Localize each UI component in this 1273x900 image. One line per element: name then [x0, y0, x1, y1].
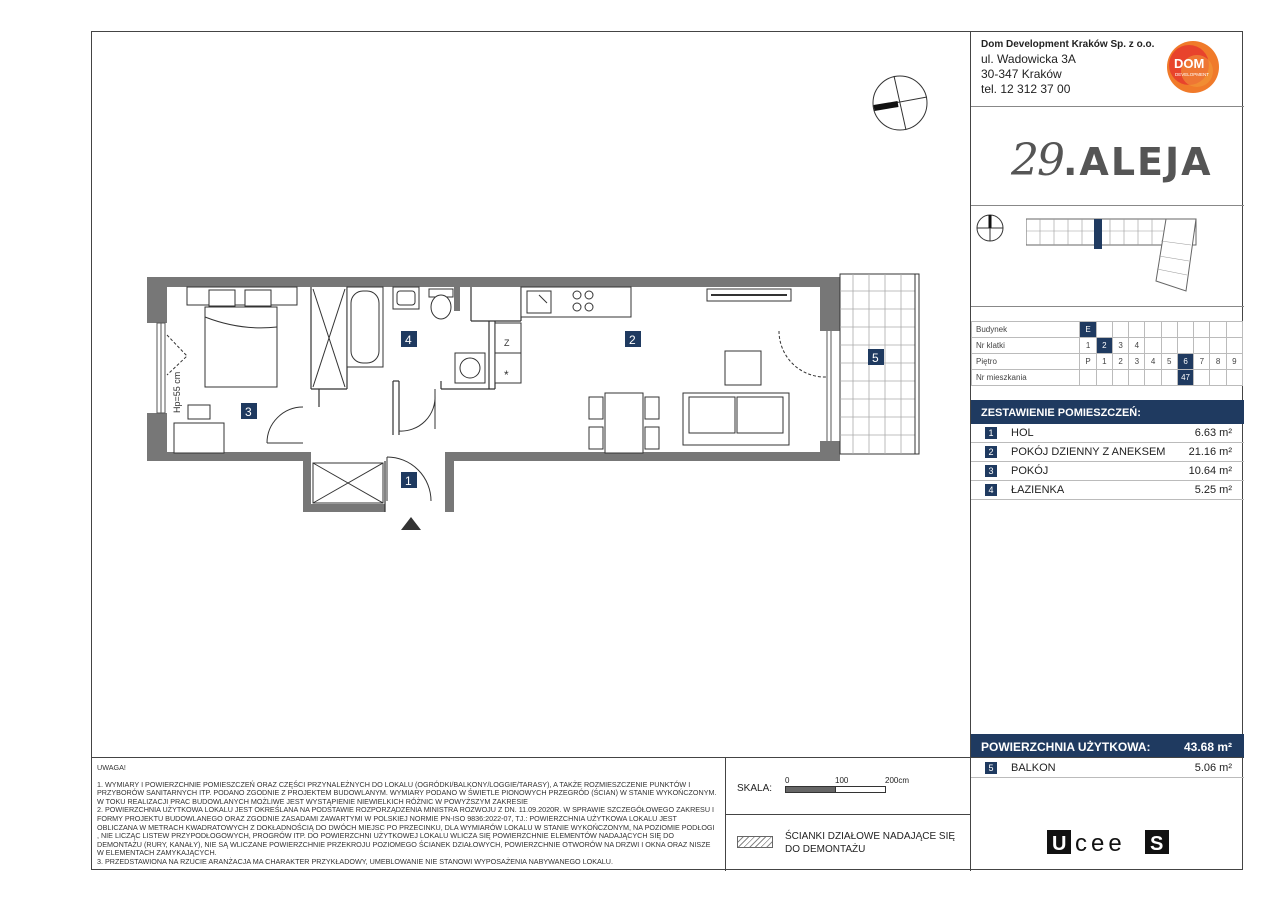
building-label: Budynek [972, 322, 1080, 338]
floor-label: Piętro [972, 354, 1080, 370]
room-number: 4 [985, 484, 997, 496]
floor-value-selected: 6 [1177, 354, 1193, 370]
total-area-label: POWIERZCHNIA UŻYTKOWA: [981, 740, 1151, 754]
room-number-1: 1 [405, 474, 412, 488]
svg-text:S: S [1150, 833, 1164, 855]
demolition-line2: DO DEMONTAŻU [785, 844, 866, 855]
room-number-5: 5 [872, 351, 879, 365]
fridge-label: Z [504, 338, 510, 348]
svg-text:cee: cee [1075, 830, 1126, 857]
room-row [971, 424, 1244, 443]
ucees-logo [1047, 828, 1171, 858]
room-name: HOL [1011, 427, 1034, 439]
divider [725, 814, 970, 815]
apartment-location-table [971, 321, 1243, 386]
room-name: POKÓJ DZIENNY Z ANEKSEM [1011, 446, 1166, 458]
demolition-hatch-swatch [737, 836, 773, 848]
company-phone: tel. 12 312 37 00 [981, 82, 1071, 96]
company-street: ul. Wadowicka 3A [981, 52, 1076, 66]
floor-value: 1 [1096, 354, 1112, 370]
scale-tick: 100 [835, 776, 849, 785]
room-number: 2 [985, 446, 997, 458]
divider [971, 306, 1244, 307]
company-info [981, 37, 1154, 97]
project-logo-number: 29 [1011, 135, 1063, 186]
room-name: BALKON [1011, 762, 1056, 774]
floor-value: 8 [1210, 354, 1226, 370]
stair-value: 1 [1080, 338, 1096, 354]
room-row [971, 462, 1244, 481]
scale-tick: 200cm [885, 776, 910, 785]
floor-value: 2 [1112, 354, 1128, 370]
dom-logo-text: DOM [1174, 56, 1205, 71]
company-name: Dom Development Kraków Sp. z o.o. [981, 39, 1155, 50]
dom-logo-subtext: DEVELOPMENT [1175, 72, 1210, 77]
room-number: 5 [985, 762, 997, 774]
room-number-3: 3 [245, 405, 252, 419]
footer-panel [91, 757, 1243, 870]
divider [970, 758, 971, 871]
flat-label: Nr mieszkania [972, 370, 1080, 386]
room-number-4: 4 [405, 333, 412, 347]
window-height-label: Hp=55 cm [172, 371, 182, 413]
flat-row [972, 370, 1243, 386]
room-area: 5.06 m² [1194, 762, 1232, 774]
room-area: 10.64 m² [1188, 465, 1232, 477]
flat-value: 47 [1177, 370, 1193, 386]
room-number-2: 2 [629, 333, 636, 347]
room-row [971, 443, 1244, 462]
scale-bar [785, 786, 889, 794]
project-logo [1011, 135, 1213, 186]
room-row [971, 481, 1244, 500]
note-item: 3. PRZEDSTAWIONA NA RZUCIE ARANŻACJA MA CHARAKTER PRZYKŁADOWY, UMEBLOWANIE NIE STANOWI WYPOSAŻENIA NABYWANEGO LOKALU. [97, 856, 613, 866]
stair-label: Nr klatki [972, 338, 1080, 354]
floor-value: P [1080, 354, 1096, 370]
stair-value-selected: 2 [1096, 338, 1112, 354]
floor-value: 4 [1145, 354, 1161, 370]
stair-row [972, 338, 1243, 354]
divider [971, 106, 1244, 107]
floor-value: 9 [1226, 354, 1242, 370]
floor-value: 3 [1129, 354, 1145, 370]
scale-tick: 0 [785, 776, 790, 785]
room-area: 6.63 m² [1194, 427, 1232, 439]
building-value: E [1080, 322, 1096, 338]
room-number: 3 [985, 465, 997, 477]
room-area: 21.16 m² [1188, 446, 1232, 458]
dom-development-logo [1157, 39, 1227, 95]
floor-value: 5 [1161, 354, 1177, 370]
scale-label: SKALA: [737, 783, 773, 794]
notes-block [97, 764, 717, 867]
total-area-bar [971, 734, 1244, 758]
room-number: 1 [985, 427, 997, 439]
building-row [972, 322, 1243, 338]
room-area: 5.25 m² [1194, 484, 1232, 496]
svg-text:U: U [1052, 833, 1067, 855]
notes-title: UWAGA! [97, 763, 126, 772]
rooms-summary-title: ZESTAWIENIE POMIESZCZEŃ: [971, 400, 1244, 424]
floor-plan-area [91, 31, 970, 757]
project-logo-word: .ALEJA [1063, 140, 1213, 184]
company-city: 30-347 Kraków [981, 67, 1062, 81]
demolition-legend [785, 830, 955, 856]
info-sidebar [970, 31, 1243, 870]
floor-value: 7 [1194, 354, 1210, 370]
building-key-plan [1026, 211, 1226, 301]
note-item: 2. POWIERZCHNIA UŻYTKOWA LOKALU JEST OKREŚLANA NA PODSTAWIE ROZPORZĄDZENIA MINISTRA ROZWOJU Z DN. 11.09.2020R. W SPRAWIE SZCZEGÓŁOWEGO ZAKRESU I FORMY PROJEKTU BUDOWLANEGO ORAZ ZGODNIE ZASADAMI ZAWARTYMI W POLSKIEJ NORMIE PN-ISO 9836:2022-07, TJ.: POWIERZCHNIA UŻYTKOWA LOKALU JEST OBLICZANA W METRACH KWADRATOWYCH Z DOKŁADNOŚCIĄ DO DWÓCH MIEJSC PO PRZECINKU, DLA WYMIARÓW LOKALU W STANIE WYKOŃCZONYM, NA POZIOMIE PODŁOGI , NIE LICZĄC LISTEW PRZYPODŁOGOWYCH, PROGRÓW ITP. DO POWIERZCHNI UŻYTKOWEJ LOKALU WLICZA SIĘ POWIERZCHNIE ELEMENTÓW NADAJĄCYCH SIĘ DO DEMONTAŻU (RURY, KANAŁY), NIE SĄ WLICZANE POWIERZCHNIE PRZEKROJU POZIOMEGO ŚCIANEK DZIAŁOWYCH, POWIERZCHNIE OTWORÓW NA DRZWI I OKNA ORAZ NISZE W ELEMENTACH ZAMYKAJĄCYCH. [97, 805, 715, 858]
room-name: ŁAZIENKA [1011, 484, 1065, 496]
stair-value: 3 [1112, 338, 1128, 354]
total-area-value: 43.68 m² [1183, 740, 1232, 754]
stair-value: 4 [1129, 338, 1145, 354]
note-item: 1. WYMIARY I POWIERZCHNIE POMIESZCZEŃ ORAZ CZĘŚCI PRZYNALEŻNYCH DO LOKALU (OGRÓDKI/BALKONY/LOGGIE/TARASY), A TAKŻE ROZMIESZCZENIE PUNKTÓW I PRZYBORÓW SANITARNYCH ITP. PODANO ZGODNIE Z PROJEKTEM BUDOWLANYM. WYMIARY PODANO W ŚWIETLE PIONOWYCH PRZEGRÓD (ŚCIAN) W STANIE WYKOŃCZONYM. W TOKU REALIZACJI PRAC BUDOWLANYCH MOŻLIWE JEST WYSTĄPIENIE NIEWIELKICH RÓŻNIC W POWYŻSZYM ZAKRESIE [97, 779, 717, 806]
room-name: POKÓJ [1011, 465, 1049, 477]
divider [971, 205, 1244, 206]
fan-label: * [504, 368, 509, 382]
apartment-floor-plan [91, 31, 970, 757]
floor-row [972, 354, 1243, 370]
demolition-line1: ŚCIANKI DZIAŁOWE NADAJĄCE SIĘ [785, 831, 956, 842]
mini-compass-icon [975, 213, 1005, 243]
